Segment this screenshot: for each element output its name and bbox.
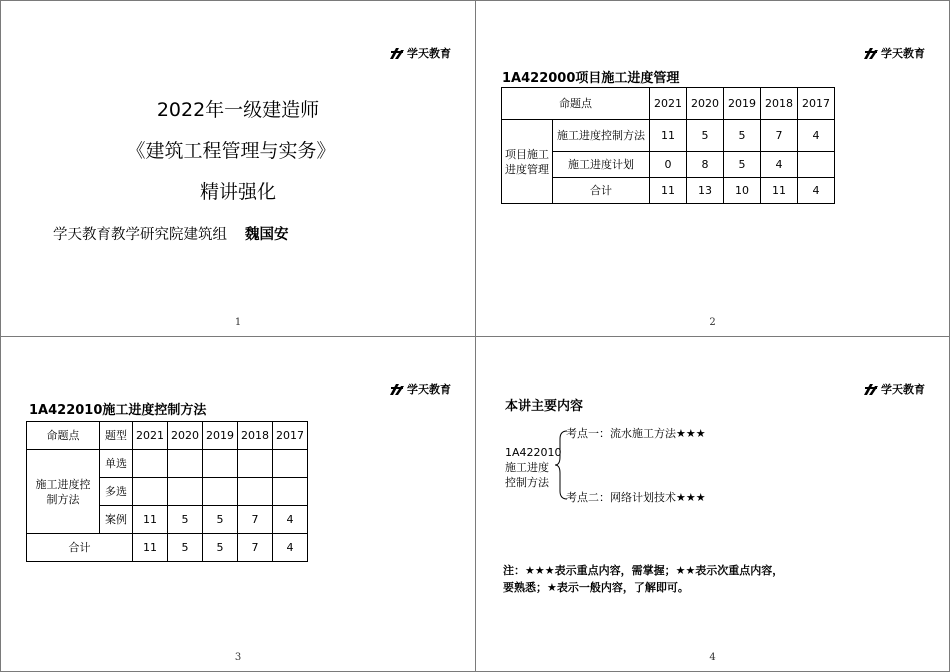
table-cell: 10 xyxy=(724,178,761,204)
header-cell: 2017 xyxy=(798,88,835,120)
table-cell: 11 xyxy=(133,534,168,562)
table-cell xyxy=(168,478,203,506)
table-cell: 4 xyxy=(273,534,308,562)
brand-logo-icon xyxy=(390,384,404,395)
table-cell xyxy=(238,450,273,478)
table-cell: 11 xyxy=(133,506,168,534)
table-cell: 5 xyxy=(724,120,761,152)
note-line-1: 注：★★★表示重点内容，需掌握；★★表示次重点内容， xyxy=(503,564,784,577)
header-cell: 2019 xyxy=(203,422,238,450)
brand-logo xyxy=(390,45,451,61)
author-org: 学天教育教学研究院建筑组 xyxy=(53,227,227,243)
header-cell: 2020 xyxy=(687,88,724,120)
table-cell: 7 xyxy=(238,506,273,534)
brand-logo-icon xyxy=(864,48,878,59)
mindmap-point-1: 考点一：流水施工方法★★★ xyxy=(566,427,706,440)
type-cell: 多选 xyxy=(100,478,133,506)
table-header-row xyxy=(27,422,308,450)
slide-3 xyxy=(0,336,476,672)
group-label: 项目施工进度管理 xyxy=(502,120,553,204)
progress-summary-table xyxy=(501,87,835,204)
header-cell: 2018 xyxy=(761,88,798,120)
title-line-3: 精讲强化 xyxy=(199,181,276,203)
table-cell: 5 xyxy=(203,506,238,534)
table-cell xyxy=(238,478,273,506)
table-cell: 0 xyxy=(650,152,687,178)
table-cell xyxy=(203,450,238,478)
table-cell: 8 xyxy=(687,152,724,178)
page-number: 2 xyxy=(709,317,716,328)
author-name: 魏国安 xyxy=(245,227,289,243)
table-cell xyxy=(133,450,168,478)
row-label: 合计 xyxy=(553,178,650,204)
control-method-table xyxy=(26,421,308,562)
star-legend-note xyxy=(503,562,783,596)
mindmap-root: 1A422010施工进度控制方法 xyxy=(505,446,562,489)
brand-name: 学天教育 xyxy=(881,383,925,396)
row-label: 施工进度控制方法 xyxy=(553,120,650,152)
header-cell: 2020 xyxy=(168,422,203,450)
table-cell: 13 xyxy=(687,178,724,204)
slide-heading: 1A422010施工进度控制方法 xyxy=(29,403,207,418)
header-cell: 题型 xyxy=(100,422,133,450)
table-cell: 5 xyxy=(168,534,203,562)
brand-logo xyxy=(864,45,925,61)
table-cell: 11 xyxy=(650,178,687,204)
brand-name: 学天教育 xyxy=(407,383,451,396)
slide-heading: 本讲主要内容 xyxy=(505,399,584,414)
table-header-row xyxy=(502,88,835,120)
brand-logo-icon xyxy=(390,48,404,59)
author-line xyxy=(53,223,289,244)
table-cell xyxy=(273,478,308,506)
page-number: 4 xyxy=(709,652,716,663)
total-label: 合计 xyxy=(27,534,133,562)
slide-4 xyxy=(475,336,950,672)
brand-name: 学天教育 xyxy=(407,47,451,60)
title-line-1: 2022年一级建造师 xyxy=(156,99,320,121)
slide-heading: 1A422000项目施工进度管理 xyxy=(502,71,680,86)
page-number: 1 xyxy=(234,317,242,328)
header-cell: 2019 xyxy=(724,88,761,120)
table-cell: 11 xyxy=(650,120,687,152)
table-cell xyxy=(203,478,238,506)
brand-logo xyxy=(864,381,925,397)
table-cell: 4 xyxy=(798,178,835,204)
table-row xyxy=(27,450,308,478)
mindmap-point-2: 考点二：网络计划技术★★★ xyxy=(566,491,706,504)
table-cell: 7 xyxy=(238,534,273,562)
header-cell: 2018 xyxy=(238,422,273,450)
table-cell: 5 xyxy=(168,506,203,534)
table-cell: 4 xyxy=(761,152,798,178)
table-cell xyxy=(168,450,203,478)
title-line-2: 《建筑工程管理与实务》 xyxy=(126,140,336,162)
header-cell: 2021 xyxy=(133,422,168,450)
header-cell: 命题点 xyxy=(27,422,100,450)
slide-2 xyxy=(475,0,950,337)
table-total-row xyxy=(27,534,308,562)
table-cell: 4 xyxy=(798,120,835,152)
table-cell: 5 xyxy=(687,120,724,152)
group-label: 施工进度控制方法 xyxy=(27,450,100,534)
table-cell: 7 xyxy=(761,120,798,152)
table-cell: 5 xyxy=(724,152,761,178)
table-cell xyxy=(273,450,308,478)
header-cell: 命题点 xyxy=(502,88,650,120)
type-cell: 案例 xyxy=(100,506,133,534)
table-cell xyxy=(798,152,835,178)
brand-logo-icon xyxy=(864,384,878,395)
brand-name: 学天教育 xyxy=(881,47,925,60)
table-cell xyxy=(133,478,168,506)
page-number: 3 xyxy=(234,652,242,663)
type-cell: 单选 xyxy=(100,450,133,478)
header-cell: 2021 xyxy=(650,88,687,120)
table-cell: 11 xyxy=(761,178,798,204)
header-cell: 2017 xyxy=(273,422,308,450)
row-label: 施工进度计划 xyxy=(553,152,650,178)
slide-1 xyxy=(0,0,476,337)
table-row xyxy=(502,120,835,152)
table-cell: 4 xyxy=(273,506,308,534)
table-cell: 5 xyxy=(203,534,238,562)
note-line-2: 要熟悉；★表示一般内容，了解即可。 xyxy=(503,581,689,594)
brand-logo xyxy=(390,381,451,397)
